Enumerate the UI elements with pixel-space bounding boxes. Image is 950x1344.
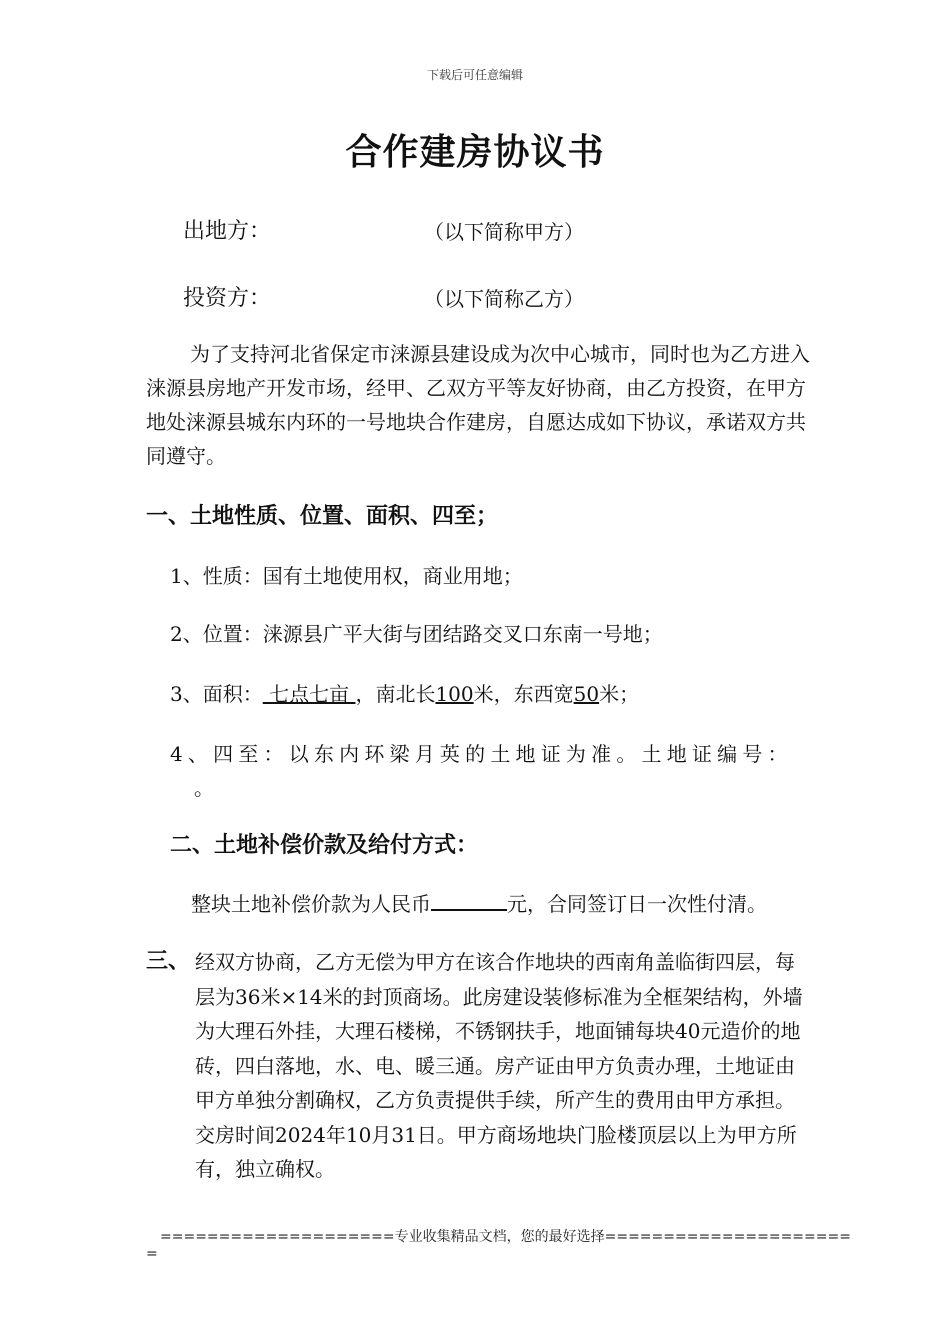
footer-banner: ====================专业收集精品文档，您的最好选择=====================	[160, 1229, 851, 1245]
section1-item-boundaries-cont: 。	[194, 776, 214, 800]
section1-heading: 一、土地性质、位置、面积、四至；	[146, 504, 499, 529]
header-note: 下载后可任意编辑	[426, 68, 523, 82]
section1-item-area	[170, 678, 639, 707]
area-value: 七点七亩	[262, 682, 356, 706]
footer-banner-cont: =	[146, 1246, 158, 1262]
document-title: 合作建房协议书	[345, 132, 605, 173]
section2-text-after: 元，合同签订日一次性付清。	[507, 892, 767, 916]
section2-heading: 二、土地补偿价款及给付方式：	[170, 833, 479, 858]
width-value: 50	[573, 682, 600, 706]
party-b-note: （以下简称乙方）	[424, 287, 584, 311]
area-mid2: 米，东西宽	[473, 682, 574, 706]
length-value: 100	[435, 682, 474, 706]
section2-text	[191, 888, 767, 917]
area-mid1: ，南北长	[355, 682, 436, 706]
section3-body: 经双方协商，乙方无偿为甲方在该合作地块的西南角盖临街四层，每层为36米×14米的封顶商场。此房建设装修标准为全框架结构，外墙为大理石外挂，大理石楼梯，不锈钢扶手，地面铺每块40元造价的地砖，四白落地，水、电、暖三通。房产证由甲方负责办理，土地证由甲方单独分割确权，乙方负责提供手续，所产生的费用由甲方承担。交房时间2024年10月31日。甲方商场地块门脸楼顶层以上为甲方所有，独立确权。	[195, 950, 803, 1181]
party-a-note: （以下简称甲方）	[424, 220, 584, 244]
section1-item-location: 2、位置：涞源县广平大街与团结路交叉口东南一号地；	[170, 622, 663, 646]
intro-paragraph: 为了支持河北省保定市涞源县建设成为次中心城市，同时也为乙方进入涞源县房地产开发市场，经甲、乙双方平等友好协商，由乙方投资，在甲方地处涞源县城东内环的一号地块合作建房，自愿达成如下协议，承诺双方共同遵守。	[146, 342, 810, 468]
area-prefix: 3、面积：	[170, 682, 263, 706]
amount-blank	[431, 891, 507, 911]
section3-label: 三、	[146, 949, 191, 974]
section1-item-nature: 1、性质：国有土地使用权，商业用地；	[170, 564, 523, 588]
party-b-label: 投资方：	[183, 286, 272, 311]
area-suffix: 米；	[599, 682, 640, 706]
party-a-label: 出地方：	[183, 219, 272, 244]
section1-item-boundaries: 4、四至：以东内环梁月英的土地证为准。土地证编号：	[170, 742, 793, 766]
section2-text-before: 整块土地补偿价款为人民币	[191, 892, 431, 916]
